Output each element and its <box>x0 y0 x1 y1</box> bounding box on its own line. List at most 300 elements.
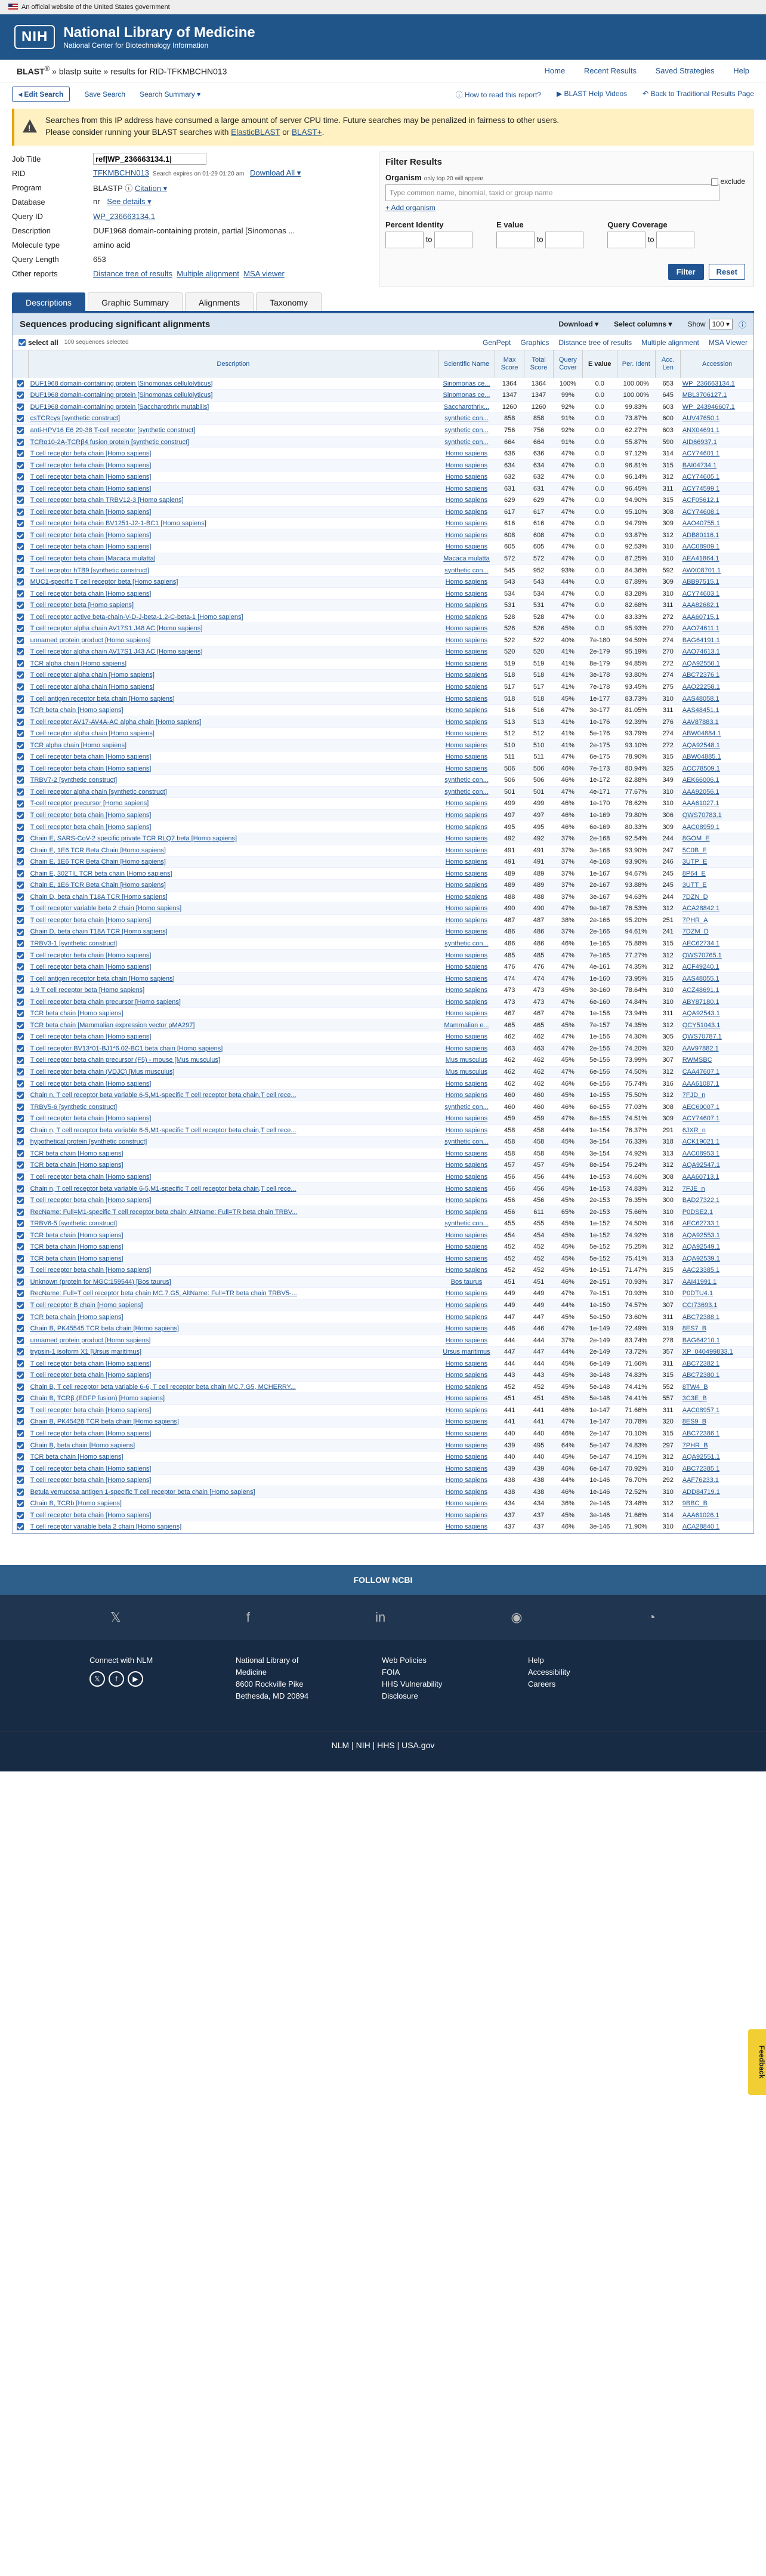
table-row[interactable] <box>13 1358 753 1370</box>
cell-description[interactable]: T cell receptor alpha chain [Homo sapiens] <box>29 670 438 682</box>
cell-scientific-name[interactable]: Sinomonas ce... <box>438 378 495 390</box>
cell-accession[interactable]: AEC62733.1 <box>681 1218 753 1230</box>
cell-scientific-name[interactable]: Homo sapiens <box>438 460 495 472</box>
cell-scientific-name[interactable]: Homo sapiens <box>438 448 495 460</box>
row-checkbox[interactable] <box>17 742 24 749</box>
cell-accession[interactable]: 7PHR_B <box>681 1440 753 1452</box>
row-checkbox[interactable] <box>17 625 24 632</box>
table-row[interactable] <box>13 891 753 903</box>
table-row[interactable] <box>13 926 753 938</box>
table-row[interactable] <box>13 1066 753 1078</box>
cell-scientific-name[interactable]: Homo sapiens <box>438 704 495 716</box>
cell-description[interactable]: TCR beta chain [Homo sapiens] <box>29 1160 438 1172</box>
cell-scientific-name[interactable]: Homo sapiens <box>438 1509 495 1521</box>
cell-accession[interactable]: ABC72386.1 <box>681 1428 753 1440</box>
row-checkbox[interactable] <box>17 1080 24 1087</box>
cell-accession[interactable]: 7FJD_n <box>681 1089 753 1101</box>
cell-accession[interactable]: AAA60713.1 <box>681 1171 753 1183</box>
cell-scientific-name[interactable]: Homo sapiens <box>438 529 495 541</box>
cell-accession[interactable]: 3UTT_E <box>681 880 753 892</box>
exclude-checkbox-wrap[interactable] <box>711 177 745 186</box>
row-checkbox[interactable] <box>17 1302 24 1309</box>
table-row[interactable] <box>13 1265 753 1277</box>
cell-accession[interactable]: AAA61026.1 <box>681 1509 753 1521</box>
row-checkbox[interactable] <box>17 1185 24 1193</box>
cell-description[interactable]: T cell receptor beta chain [Homo sapiens] <box>29 950 438 962</box>
search-summary-dropdown[interactable]: Search Summary ▾ <box>140 90 201 98</box>
row-checkbox[interactable] <box>17 671 24 679</box>
table-row[interactable] <box>13 1101 753 1113</box>
cell-description[interactable]: Chain B, TCRβ (EDFP fusion) [Homo sapiens] <box>29 1393 438 1405</box>
cell-accession[interactable]: AQA92543.1 <box>681 1008 753 1020</box>
row-checkbox[interactable] <box>17 427 24 434</box>
table-row[interactable] <box>13 518 753 530</box>
cell-description[interactable]: T cell receptor beta chain [Homo sapiens] <box>29 506 438 518</box>
table-row[interactable] <box>13 728 753 739</box>
row-checkbox[interactable] <box>17 1383 24 1391</box>
cell-accession[interactable]: AAC23385.1 <box>681 1265 753 1277</box>
cell-scientific-name[interactable]: Homo sapiens <box>438 751 495 763</box>
cell-description[interactable]: T cell receptor B chain [Homo sapiens] <box>29 1299 438 1311</box>
row-checkbox[interactable] <box>17 1489 24 1496</box>
row-checkbox[interactable] <box>17 1360 24 1367</box>
cell-accession[interactable]: ACA28840.1 <box>681 1521 753 1533</box>
cell-description[interactable]: T cell receptor alpha chain [Homo sapiens] <box>29 728 438 739</box>
cell-accession[interactable]: AEA41864.1 <box>681 553 753 565</box>
table-row[interactable] <box>13 833 753 845</box>
accessibility-link[interactable]: Accessibility <box>528 1667 570 1677</box>
table-row[interactable] <box>13 1393 753 1405</box>
cell-description[interactable]: T cell receptor beta chain precursor [Homo sapiens] <box>29 996 438 1008</box>
row-checkbox[interactable] <box>17 1430 24 1437</box>
nlm-youtube-icon[interactable]: ▶ <box>128 1671 143 1687</box>
table-row[interactable] <box>13 1369 753 1381</box>
cell-description[interactable]: T cell receptor beta chain [Homo sapiens] <box>29 541 438 553</box>
row-checkbox[interactable] <box>17 1092 24 1099</box>
col-total-score[interactable]: Total Score <box>524 350 554 378</box>
cell-scientific-name[interactable]: Mus musculus <box>438 1055 495 1067</box>
cell-description[interactable]: TCR beta chain [Homo sapiens] <box>29 1230 438 1241</box>
cell-description[interactable]: Chain B, TCRb [Homo sapiens] <box>29 1498 438 1510</box>
row-checkbox[interactable] <box>17 403 24 411</box>
table-row[interactable] <box>13 914 753 926</box>
row-checkbox[interactable] <box>17 660 24 667</box>
github-icon[interactable]: ◉ <box>511 1609 523 1625</box>
table-row[interactable] <box>13 448 753 460</box>
nlm-line-2[interactable]: Medicine <box>236 1667 267 1677</box>
nav-home[interactable]: Home <box>544 66 566 75</box>
table-row[interactable] <box>13 1509 753 1521</box>
exclude-checkbox[interactable] <box>711 178 718 186</box>
cell-accession[interactable]: 7DZM_D <box>681 926 753 938</box>
table-row[interactable] <box>13 856 753 868</box>
nlm-facebook-icon[interactable]: f <box>109 1671 124 1687</box>
careers-link[interactable]: Careers <box>528 1679 556 1688</box>
cell-accession[interactable]: AQA92549.1 <box>681 1241 753 1253</box>
cell-scientific-name[interactable]: Homo sapiens <box>438 588 495 600</box>
cell-description[interactable]: T cell receptor beta chain [Homo sapiens] <box>29 529 438 541</box>
row-checkbox[interactable] <box>17 392 24 399</box>
row-checkbox[interactable] <box>17 602 24 609</box>
row-checkbox[interactable] <box>17 730 24 737</box>
cell-accession[interactable]: AAA61087.1 <box>681 1078 753 1090</box>
row-checkbox[interactable] <box>17 614 24 621</box>
cell-accession[interactable]: AAO74611.1 <box>681 623 753 634</box>
cell-description[interactable]: TCRα10-2A-TCRβ4 fusion protein [synthetic construct] <box>29 436 438 448</box>
cell-accession[interactable]: AQA92553.1 <box>681 1230 753 1241</box>
table-row[interactable] <box>13 623 753 634</box>
twitter-icon[interactable]: 𝕏 <box>110 1609 121 1625</box>
distance-tree-link[interactable]: Distance tree of results <box>93 269 172 278</box>
cell-scientific-name[interactable]: Homo sapiens <box>438 728 495 739</box>
table-row[interactable] <box>13 704 753 716</box>
cell-accession[interactable]: ACF05612.1 <box>681 494 753 506</box>
cell-accession[interactable]: XP_040499833.1 <box>681 1346 753 1358</box>
table-row[interactable] <box>13 1463 753 1475</box>
query-id-link[interactable]: WP_236663134.1 <box>93 211 156 221</box>
cell-scientific-name[interactable]: Homo sapiens <box>438 891 495 903</box>
download-dropdown[interactable]: Download ▾ <box>558 320 599 328</box>
cell-scientific-name[interactable]: Homo sapiens <box>438 646 495 658</box>
row-checkbox[interactable] <box>17 1127 24 1134</box>
cell-accession[interactable]: AAI41991.1 <box>681 1276 753 1288</box>
cell-description[interactable]: T cell receptor beta chain [Homo sapiens] <box>29 1369 438 1381</box>
row-checkbox[interactable] <box>17 509 24 516</box>
cell-scientific-name[interactable]: Homo sapiens <box>438 1183 495 1195</box>
row-checkbox[interactable] <box>17 1255 24 1262</box>
cell-scientific-name[interactable]: Saccharothrix... <box>438 401 495 413</box>
cell-description[interactable]: trypsin-1 isoform X1 [Ursus maritimus] <box>29 1346 438 1358</box>
table-row[interactable] <box>13 961 753 973</box>
cell-scientific-name[interactable]: Homo sapiens <box>438 1311 495 1323</box>
cell-accession[interactable]: AQA92539.1 <box>681 1253 753 1265</box>
cell-accession[interactable]: CAA47607.1 <box>681 1066 753 1078</box>
cell-accession[interactable]: AAV87883.1 <box>681 716 753 728</box>
cell-description[interactable]: T cell receptor beta chain [Homo sapiens] <box>29 1171 438 1183</box>
col-accession[interactable]: Accession <box>681 350 753 378</box>
cell-scientific-name[interactable]: Homo sapiens <box>438 903 495 915</box>
cell-scientific-name[interactable]: Homo sapiens <box>438 1089 495 1101</box>
table-row[interactable] <box>13 845 753 856</box>
pid-min-input[interactable] <box>385 232 424 248</box>
cell-scientific-name[interactable]: Homo sapiens <box>438 623 495 634</box>
cell-accession[interactable]: AAO40755.1 <box>681 518 753 530</box>
cell-scientific-name[interactable]: Homo sapiens <box>438 961 495 973</box>
row-checkbox[interactable] <box>17 788 24 796</box>
nih-logo[interactable]: NIH <box>14 25 55 49</box>
row-checkbox[interactable] <box>17 1243 24 1250</box>
cell-scientific-name[interactable]: Homo sapiens <box>438 611 495 623</box>
row-checkbox[interactable] <box>17 1325 24 1332</box>
table-row[interactable] <box>13 1043 753 1055</box>
table-row[interactable] <box>13 973 753 985</box>
cell-description[interactable]: T cell receptor alpha chain [Homo sapiens] <box>29 681 438 693</box>
evalue-min-input[interactable] <box>496 232 535 248</box>
cell-scientific-name[interactable]: Homo sapiens <box>438 1486 495 1498</box>
table-row[interactable] <box>13 599 753 611</box>
cell-description[interactable]: Chain E, 1E6 TCR Beta Chain [Homo sapiens] <box>29 845 438 856</box>
row-checkbox[interactable] <box>17 1022 24 1029</box>
cell-description[interactable]: T cell receptor active beta-chain-V-D-J-beta-1.2-C-beta-1 [Homo sapiens] <box>29 611 438 623</box>
row-checkbox[interactable] <box>17 1045 24 1052</box>
table-row[interactable] <box>13 483 753 495</box>
row-checkbox[interactable] <box>17 765 24 772</box>
cell-description[interactable]: Chain B, T cell receptor beta variable 6-6, T cell receptor beta chain MC.7.G5, MCHERRY... <box>29 1381 438 1393</box>
nlm-title[interactable]: National Library of Medicine <box>63 24 255 41</box>
row-checkbox[interactable] <box>17 719 24 726</box>
cell-description[interactable]: DUF1968 domain-containing protein [Saccharothrix mutabilis] <box>29 401 438 413</box>
cell-description[interactable]: T-cell receptor precursor [Homo sapiens] <box>29 798 438 810</box>
cell-scientific-name[interactable]: Homo sapiens <box>438 1335 495 1346</box>
cell-scientific-name[interactable]: Homo sapiens <box>438 1194 495 1206</box>
cell-scientific-name[interactable]: synthetic con... <box>438 1101 495 1113</box>
genpept-link[interactable]: GenPept <box>483 338 511 347</box>
table-row[interactable] <box>13 1451 753 1463</box>
table-row[interactable] <box>13 903 753 915</box>
see-details-dropdown[interactable]: See details ▾ <box>107 197 152 206</box>
col-scientific-name[interactable]: Scientific Name <box>438 350 495 378</box>
cell-scientific-name[interactable]: Homo sapiens <box>438 1113 495 1124</box>
nlm-line-1[interactable]: National Library of <box>236 1655 299 1665</box>
col-per-ident[interactable]: Per. Ident <box>617 350 655 378</box>
cell-accession[interactable]: AAS48451.1 <box>681 704 753 716</box>
cell-scientific-name[interactable]: synthetic con... <box>438 565 495 577</box>
cell-description[interactable]: T cell receptor beta chain BV1251-J2-1-BC1 [Homo sapiens] <box>29 518 438 530</box>
table-row[interactable] <box>13 506 753 518</box>
row-checkbox[interactable] <box>17 812 24 819</box>
footer-agencies[interactable]: NLM | NIH | HHS | USA.gov <box>331 1740 435 1750</box>
cell-description[interactable]: Chain E, 1E6 TCR Beta Chain [Homo sapiens] <box>29 856 438 868</box>
tab-graphic-summary[interactable]: Graphic Summary <box>88 292 183 311</box>
cell-accession[interactable]: MBL3706127.1 <box>681 390 753 402</box>
cell-description[interactable]: Chain B, PK45545 TCR beta chain [Homo sapiens] <box>29 1323 438 1335</box>
row-checkbox[interactable] <box>17 497 24 504</box>
cell-description[interactable]: 1.9 T cell receptor beta [Homo sapiens] <box>29 984 438 996</box>
cell-scientific-name[interactable]: synthetic con... <box>438 436 495 448</box>
table-row[interactable] <box>13 798 753 810</box>
table-row[interactable] <box>13 1136 753 1148</box>
cell-scientific-name[interactable]: Homo sapiens <box>438 868 495 880</box>
cell-accession[interactable]: ACY74608.1 <box>681 506 753 518</box>
cell-description[interactable]: TRBV6-5 [synthetic construct] <box>29 1218 438 1230</box>
cell-accession[interactable]: AWX08701.1 <box>681 565 753 577</box>
cell-accession[interactable]: ABC72385.1 <box>681 1463 753 1475</box>
cell-accession[interactable]: AAO22258.1 <box>681 681 753 693</box>
cell-scientific-name[interactable]: Mammalian e... <box>438 1019 495 1031</box>
filter-button[interactable]: Filter <box>668 264 704 280</box>
cell-description[interactable]: T cell receptor beta chain [Homo sapiens] <box>29 821 438 833</box>
cell-description[interactable]: anti-HPV16 E6 29-38 T-cell receptor [synthetic construct] <box>29 424 438 436</box>
cell-description[interactable]: T cell receptor beta chain precursor (F5) - mouse [Mus musculus] <box>29 1055 438 1067</box>
cell-accession[interactable]: 8GOM_E <box>681 833 753 845</box>
cell-description[interactable]: RecName: Full=M1-specific T cell receptor beta chain; AltName: Full=TR beta chain TRBV... <box>29 1206 438 1218</box>
row-checkbox[interactable] <box>17 1372 24 1379</box>
table-row[interactable] <box>13 1124 753 1136</box>
row-checkbox[interactable] <box>17 999 24 1006</box>
elasticblast-link[interactable]: ElasticBLAST <box>231 128 280 137</box>
table-row[interactable] <box>13 658 753 670</box>
col-evalue[interactable]: E value <box>582 350 617 378</box>
table-row[interactable] <box>13 1183 753 1195</box>
cell-scientific-name[interactable]: Homo sapiens <box>438 973 495 985</box>
table-row[interactable] <box>13 1160 753 1172</box>
cell-accession[interactable]: AAC08959.1 <box>681 821 753 833</box>
table-row[interactable] <box>13 1288 753 1300</box>
tab-taxonomy[interactable]: Taxonomy <box>256 292 322 311</box>
cell-description[interactable]: hypothetical protein [synthetic construct] <box>29 1136 438 1148</box>
cell-scientific-name[interactable]: Homo sapiens <box>438 541 495 553</box>
table-row[interactable] <box>13 611 753 623</box>
table-row[interactable] <box>13 1521 753 1533</box>
cell-scientific-name[interactable]: Homo sapiens <box>438 1404 495 1416</box>
row-checkbox[interactable] <box>17 1512 24 1519</box>
cell-description[interactable]: TCR beta chain [Homo sapiens] <box>29 1148 438 1160</box>
cell-scientific-name[interactable]: synthetic con... <box>438 413 495 425</box>
cell-accession[interactable]: AQA92551.1 <box>681 1451 753 1463</box>
row-checkbox[interactable] <box>17 847 24 854</box>
cell-description[interactable]: Chain D, beta chain T18A TCR [Homo sapiens] <box>29 891 438 903</box>
cell-scientific-name[interactable]: Homo sapiens <box>438 1428 495 1440</box>
cell-accession[interactable]: AQA92547.1 <box>681 1160 753 1172</box>
download-all-dropdown[interactable]: Download All ▾ <box>249 168 301 177</box>
cell-description[interactable]: TCR alpha chain [Homo sapiens] <box>29 658 438 670</box>
cell-scientific-name[interactable]: Homo sapiens <box>438 914 495 926</box>
row-checkbox[interactable] <box>17 462 24 469</box>
help-circle-icon[interactable]: ⓘ <box>738 320 746 329</box>
cell-scientific-name[interactable]: Bos taurus <box>438 1276 495 1288</box>
cell-accession[interactable]: CCI73693.1 <box>681 1299 753 1311</box>
pid-max-input[interactable] <box>434 232 472 248</box>
row-checkbox[interactable] <box>17 1500 24 1507</box>
cell-scientific-name[interactable]: Homo sapiens <box>438 1008 495 1020</box>
cell-scientific-name[interactable]: Homo sapiens <box>438 670 495 682</box>
table-row[interactable] <box>13 1311 753 1323</box>
citation-dropdown[interactable]: Citation ▾ <box>134 183 168 193</box>
row-checkbox[interactable] <box>17 1115 24 1122</box>
table-row[interactable] <box>13 1416 753 1428</box>
tab-descriptions[interactable]: Descriptions <box>12 292 85 311</box>
cell-scientific-name[interactable]: Homo sapiens <box>438 494 495 506</box>
cell-scientific-name[interactable]: Homo sapiens <box>438 658 495 670</box>
cell-scientific-name[interactable]: Homo sapiens <box>438 1160 495 1172</box>
row-checkbox[interactable] <box>17 1418 24 1425</box>
cell-accession[interactable]: 5C0B_E <box>681 845 753 856</box>
cell-scientific-name[interactable]: Homo sapiens <box>438 716 495 728</box>
cell-description[interactable]: TRBV3-1 [synthetic construct] <box>29 938 438 950</box>
row-checkbox[interactable] <box>17 800 24 808</box>
cell-description[interactable]: T cell receptor beta chain [Homo sapiens] <box>29 1113 438 1124</box>
table-row[interactable] <box>13 681 753 693</box>
cell-description[interactable]: TRBV7-2 [synthetic construct] <box>29 775 438 787</box>
table-row[interactable] <box>13 378 753 390</box>
row-checkbox[interactable] <box>17 450 24 457</box>
table-row[interactable] <box>13 938 753 950</box>
row-checkbox[interactable] <box>17 975 24 982</box>
cell-description[interactable]: T cell receptor variable beta 2 chain [Homo sapiens] <box>29 1521 438 1533</box>
table-row[interactable] <box>13 821 753 833</box>
cell-accession[interactable]: AUV47650.1 <box>681 413 753 425</box>
nlm-twitter-icon[interactable]: 𝕏 <box>89 1671 105 1687</box>
cell-accession[interactable]: ADB80116.1 <box>681 529 753 541</box>
cell-description[interactable]: DUF1968 domain-containing protein [Sinomonas cellulolyticus] <box>29 390 438 402</box>
cell-accession[interactable]: ACA28842.1 <box>681 903 753 915</box>
cell-scientific-name[interactable]: Homo sapiens <box>438 471 495 483</box>
cell-scientific-name[interactable]: Homo sapiens <box>438 1265 495 1277</box>
cell-description[interactable]: T cell receptor alpha chain AV17S1 J48 AC [Homo sapiens] <box>29 623 438 634</box>
cell-accession[interactable]: ABB97515.1 <box>681 576 753 588</box>
table-row[interactable] <box>13 1194 753 1206</box>
row-checkbox[interactable] <box>17 1477 24 1484</box>
cell-accession[interactable]: AAO74613.1 <box>681 646 753 658</box>
cell-accession[interactable]: AAA92056.1 <box>681 786 753 798</box>
cell-description[interactable]: T cell receptor BV13*01-BJ1*6.02-BC1 beta chain [Homo sapiens] <box>29 1043 438 1055</box>
cell-description[interactable]: T cell receptor beta chain [Homo sapiens] <box>29 448 438 460</box>
cell-scientific-name[interactable]: Sinomonas ce... <box>438 390 495 402</box>
cell-accession[interactable]: 3UTP_E <box>681 856 753 868</box>
table-row[interactable] <box>13 634 753 646</box>
table-row[interactable] <box>13 1031 753 1043</box>
cell-description[interactable]: Chain n, T cell receptor beta variable 6-5,M1-specific T cell receptor beta chain,T cell rece... <box>29 1124 438 1136</box>
col-acc-len[interactable]: Acc. Len <box>656 350 681 378</box>
table-row[interactable] <box>13 880 753 892</box>
row-checkbox[interactable] <box>17 1033 24 1040</box>
cell-scientific-name[interactable]: Homo sapiens <box>438 984 495 996</box>
cell-scientific-name[interactable]: Homo sapiens <box>438 1323 495 1335</box>
cell-accession[interactable]: WP_243946607.1 <box>681 401 753 413</box>
cell-scientific-name[interactable]: Homo sapiens <box>438 1358 495 1370</box>
cell-description[interactable]: T cell receptor AV17-AV4A-AC alpha chain [Homo sapiens] <box>29 716 438 728</box>
table-row[interactable] <box>13 1404 753 1416</box>
row-checkbox[interactable] <box>17 1220 24 1227</box>
table-row[interactable] <box>13 1241 753 1253</box>
row-checkbox[interactable] <box>17 835 24 842</box>
cell-scientific-name[interactable]: Homo sapiens <box>438 1416 495 1428</box>
cell-description[interactable]: T cell receptor beta chain [Homo sapiens] <box>29 1078 438 1090</box>
cell-description[interactable]: T cell receptor beta chain [Homo sapiens] <box>29 1358 438 1370</box>
cell-accession[interactable]: ACC78509.1 <box>681 763 753 775</box>
cell-scientific-name[interactable]: Homo sapiens <box>438 506 495 518</box>
row-checkbox[interactable] <box>17 1395 24 1402</box>
cell-description[interactable]: Chain D, beta chain T18A TCR [Homo sapiens] <box>29 926 438 938</box>
cell-accession[interactable]: ABY87180.1 <box>681 996 753 1008</box>
cell-scientific-name[interactable]: Homo sapiens <box>438 1440 495 1452</box>
cell-scientific-name[interactable]: Homo sapiens <box>438 1031 495 1043</box>
row-checkbox[interactable] <box>17 1232 24 1239</box>
row-checkbox[interactable] <box>17 543 24 550</box>
cell-scientific-name[interactable]: Homo sapiens <box>438 809 495 821</box>
table-row[interactable] <box>13 1474 753 1486</box>
row-checkbox[interactable] <box>17 473 24 480</box>
cell-accession[interactable]: ACK19021.1 <box>681 1136 753 1148</box>
cell-scientific-name[interactable]: synthetic con... <box>438 1218 495 1230</box>
table-row[interactable] <box>13 670 753 682</box>
table-row[interactable] <box>13 1335 753 1346</box>
table-row[interactable] <box>13 565 753 577</box>
table-row[interactable] <box>13 494 753 506</box>
cell-description[interactable]: TCR beta chain [Mammalian expression vector pMA297] <box>29 1019 438 1031</box>
cell-scientific-name[interactable]: Homo sapiens <box>438 1206 495 1218</box>
qc-max-input[interactable] <box>656 232 694 248</box>
row-checkbox[interactable] <box>17 1407 24 1414</box>
cell-description[interactable]: unnamed protein product [Homo sapiens] <box>29 634 438 646</box>
cell-description[interactable]: RecName: Full=T cell receptor beta chain MC.7.G5; AltName: Full=TR beta chain TRBV5-... <box>29 1288 438 1300</box>
cell-description[interactable]: T cell receptor beta chain [Homo sapiens] <box>29 1265 438 1277</box>
cell-description[interactable]: TCR beta chain [Homo sapiens] <box>29 1451 438 1463</box>
feedback-tab[interactable]: Feedback <box>748 2029 766 2095</box>
table-row[interactable] <box>13 809 753 821</box>
cell-accession[interactable]: AAC08953.1 <box>681 1148 753 1160</box>
edit-search-button[interactable]: ◂ Edit Search <box>12 87 70 102</box>
